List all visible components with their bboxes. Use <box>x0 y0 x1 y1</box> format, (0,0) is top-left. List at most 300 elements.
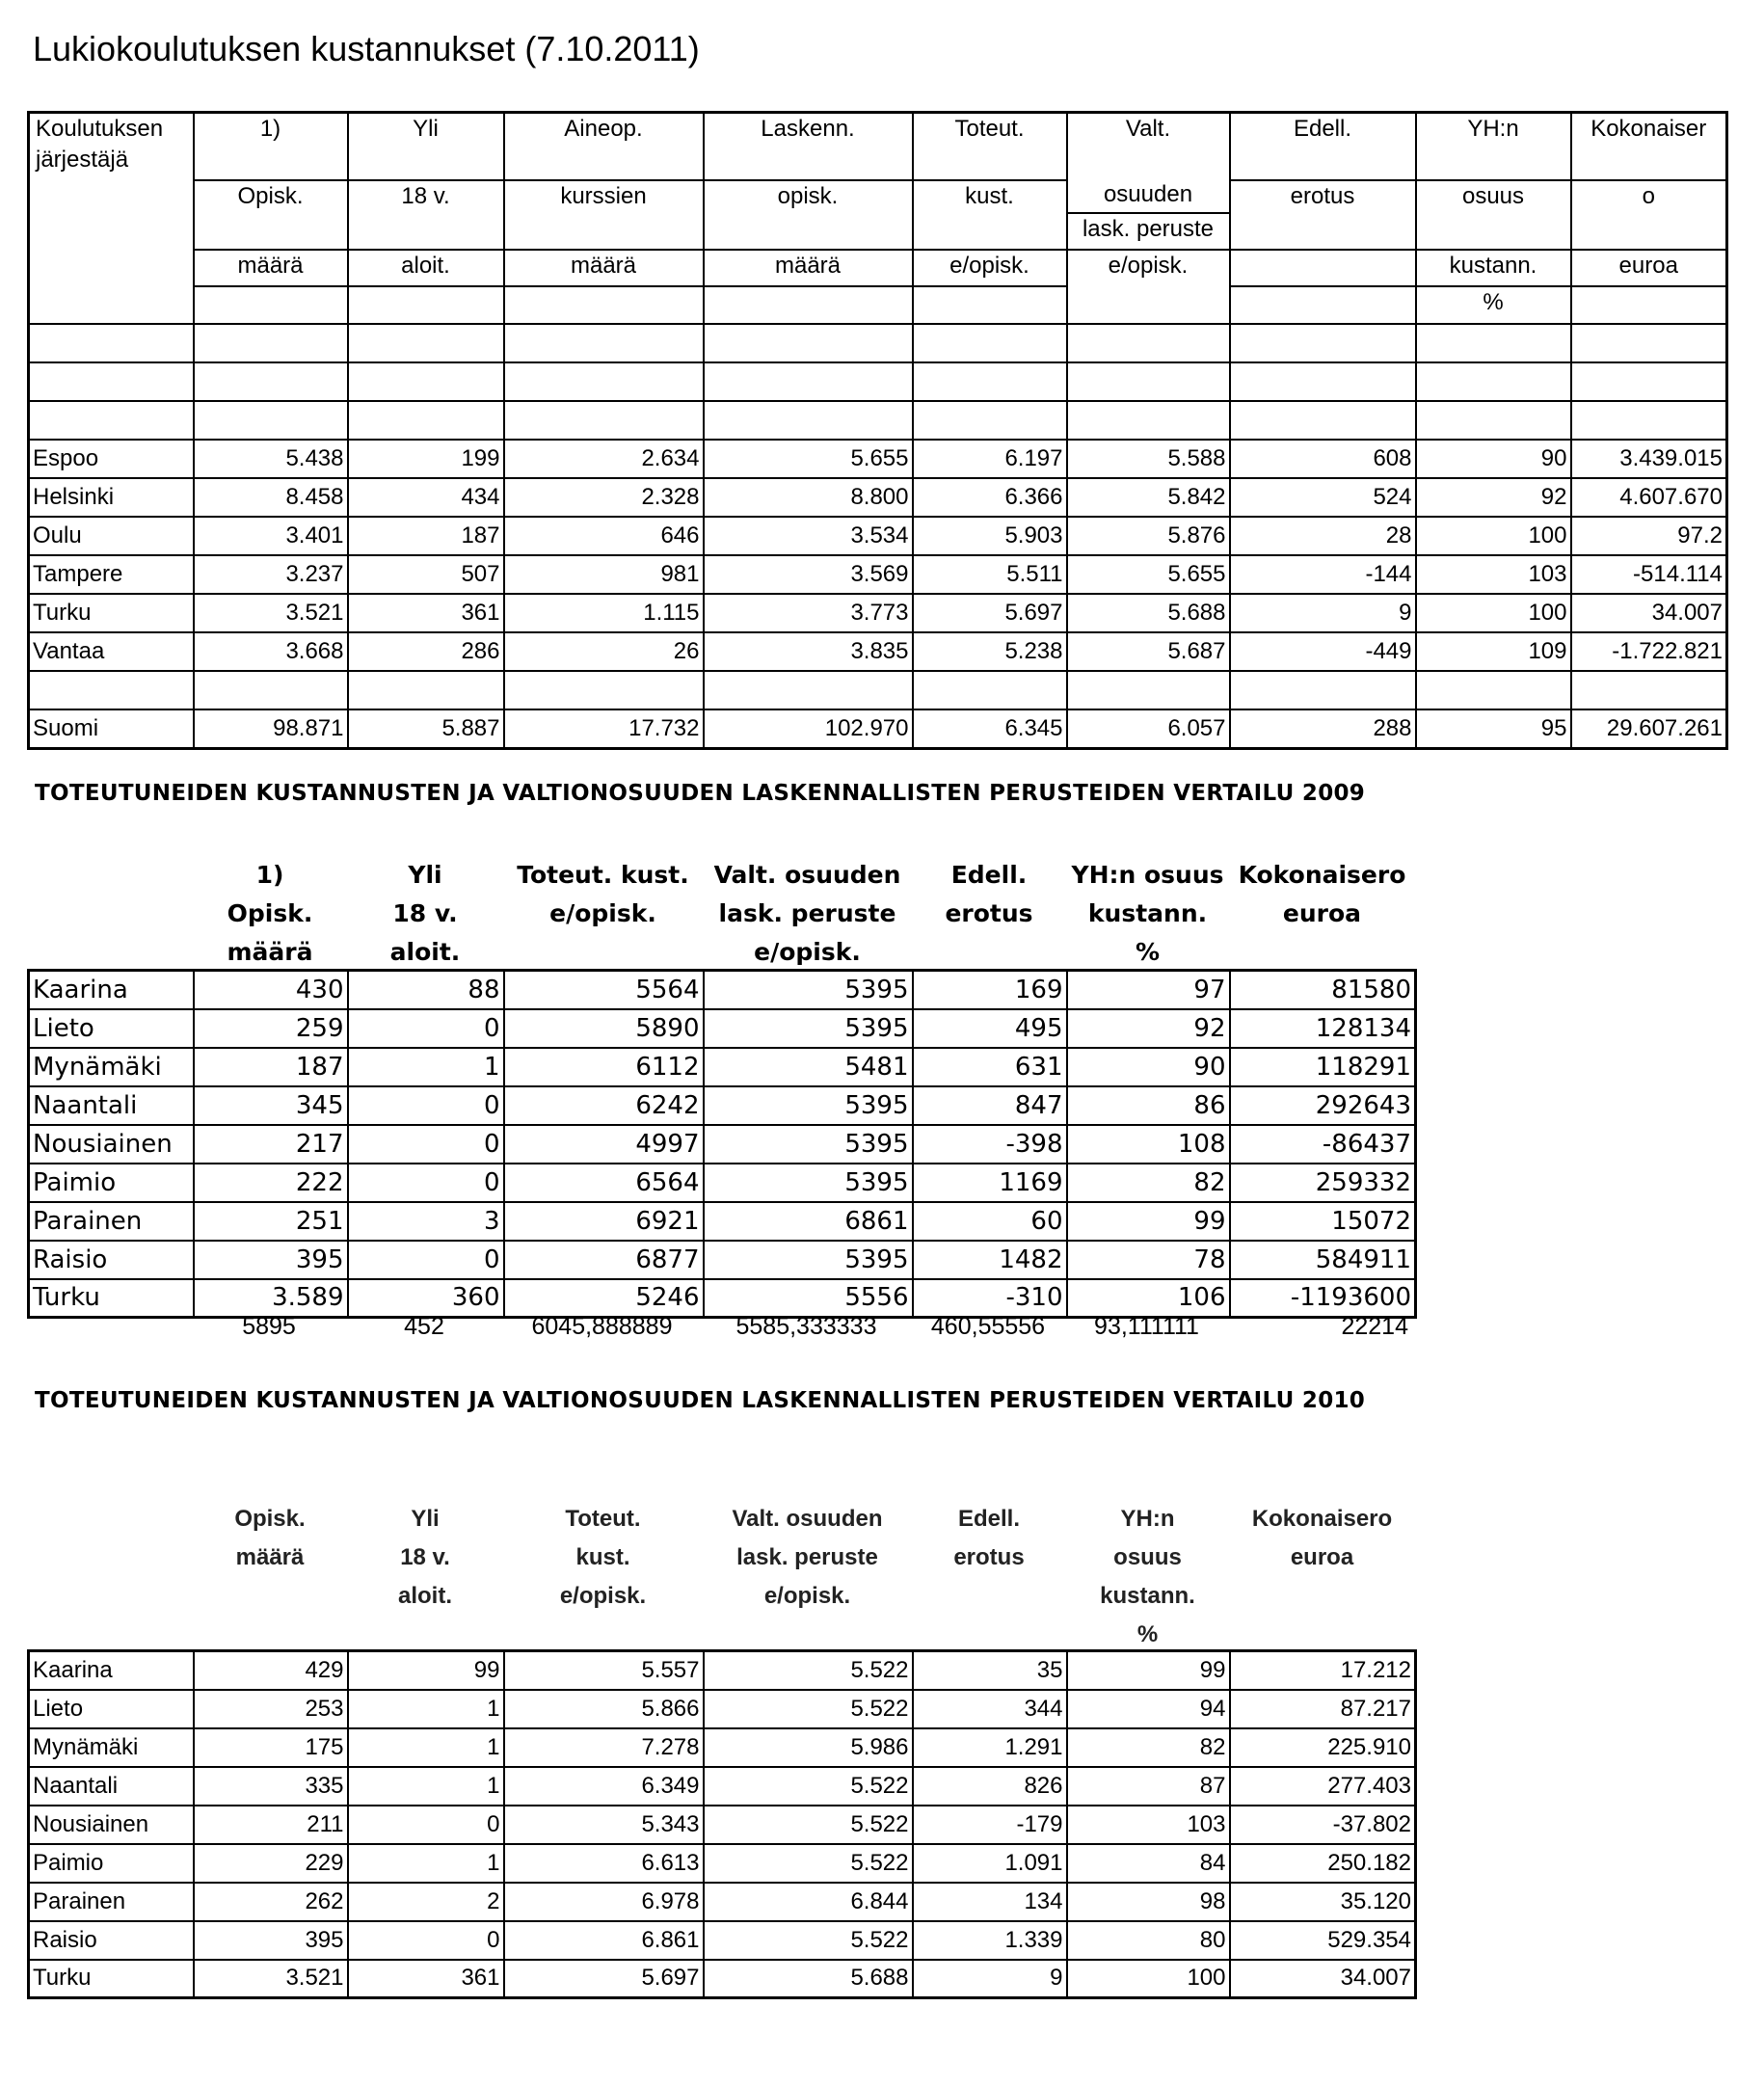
empty-cell <box>913 401 1067 440</box>
cell: 495 <box>913 1009 1067 1048</box>
cell: 95 <box>1416 709 1571 748</box>
header-cell <box>348 113 504 325</box>
cell: 88 <box>348 971 504 1009</box>
cell: 262 <box>194 1883 348 1921</box>
row-name: Parainen <box>29 1202 194 1241</box>
cell: 8.800 <box>704 478 913 517</box>
summary-value: 22214 <box>1341 1313 1408 1340</box>
cell: -1.722.821 <box>1571 632 1727 671</box>
header-line: määrä <box>505 249 703 285</box>
header-line: YH:n <box>1467 116 1519 142</box>
table-empty-row <box>29 362 1727 401</box>
header-column <box>1066 1500 1229 1654</box>
cell: 87.217 <box>1230 1690 1416 1728</box>
empty-cell <box>1067 671 1230 709</box>
empty-cell <box>504 671 704 709</box>
row-name: Lieto <box>29 1690 194 1728</box>
empty-cell <box>1571 401 1727 440</box>
cell: 26 <box>504 632 704 671</box>
header-line: Koulutuksen <box>36 116 164 142</box>
header-cell <box>504 113 704 325</box>
cell: 6.613 <box>504 1844 704 1883</box>
cell: 6.345 <box>913 709 1067 748</box>
cell: 524 <box>1230 478 1416 517</box>
cell: 361 <box>348 1960 504 1998</box>
empty-cell <box>348 401 504 440</box>
cell: 3.439.015 <box>1571 440 1727 478</box>
row-name: Nousiainen <box>29 1125 194 1164</box>
cost-table-2011 <box>27 111 1728 750</box>
row-name: Raisio <box>29 1921 194 1960</box>
cell: 429 <box>194 1651 348 1690</box>
cell: 17.212 <box>1230 1651 1416 1690</box>
cell: 78 <box>1067 1241 1230 1279</box>
empty-cell <box>1230 401 1416 440</box>
cell: 82 <box>1067 1164 1230 1202</box>
header-line <box>914 285 1066 323</box>
cell: 5246 <box>504 1279 704 1318</box>
empty-cell <box>913 324 1067 362</box>
cell: 187 <box>194 1048 348 1086</box>
cell: 128134 <box>1230 1009 1416 1048</box>
header-column <box>503 1500 703 1616</box>
empty-cell <box>704 324 913 362</box>
cell: 345 <box>194 1086 348 1125</box>
header-line: kust. <box>914 179 1066 249</box>
summary-value: 452 <box>404 1313 444 1340</box>
cell: 259 <box>194 1009 348 1048</box>
comparison-table-2010 <box>27 1649 1417 1999</box>
cell: 92 <box>1067 1009 1230 1048</box>
header-line: määrä <box>227 938 313 966</box>
empty-cell <box>504 324 704 362</box>
cell: 5.522 <box>704 1767 913 1806</box>
header-line: Toteut. <box>954 116 1025 142</box>
table-row <box>29 1806 1416 1844</box>
cell: 0 <box>348 1241 504 1279</box>
cell: 118291 <box>1230 1048 1416 1086</box>
cell: 1.291 <box>913 1728 1067 1767</box>
cell: 259332 <box>1230 1164 1416 1202</box>
header-line: Yli <box>408 861 442 889</box>
cell: 108 <box>1067 1125 1230 1164</box>
row-name: Mynämäki <box>29 1728 194 1767</box>
cell: 86 <box>1067 1086 1230 1125</box>
cell: 6112 <box>504 1048 704 1086</box>
table-row <box>29 478 1727 517</box>
row-name: Paimio <box>29 1844 194 1883</box>
cell: 981 <box>504 555 704 594</box>
cell: 4997 <box>504 1125 704 1164</box>
comparison-table-2009 <box>27 969 1417 1319</box>
cell: 92 <box>1416 478 1571 517</box>
header-line: Opisk. <box>195 179 347 249</box>
header-column <box>347 856 503 972</box>
header-column <box>703 856 912 972</box>
cell: -86437 <box>1230 1125 1416 1164</box>
cell: 5.511 <box>913 555 1067 594</box>
cell: 217 <box>194 1125 348 1164</box>
empty-cell <box>1571 671 1727 709</box>
cell: 5.588 <box>1067 440 1230 478</box>
table-row <box>29 1883 1416 1921</box>
comparison-table-2009-body <box>29 971 1416 1318</box>
header-column <box>193 856 347 972</box>
cell: 6242 <box>504 1086 704 1125</box>
empty-cell <box>1416 401 1571 440</box>
cell: 507 <box>348 555 504 594</box>
cell: 5395 <box>704 1164 913 1202</box>
cell: 253 <box>194 1690 348 1728</box>
header-cell <box>704 113 913 325</box>
table-empty-row <box>29 671 1727 709</box>
cell: 361 <box>348 594 504 632</box>
cell: 6564 <box>504 1164 704 1202</box>
cell: 106 <box>1067 1279 1230 1318</box>
cell: 3.773 <box>704 594 913 632</box>
empty-cell <box>913 362 1067 401</box>
header-column <box>912 1500 1066 1577</box>
cell: 29.607.261 <box>1571 709 1727 748</box>
row-name: Turku <box>29 1960 194 1998</box>
header-line: lask. peruste <box>1068 212 1229 249</box>
cell: 5.986 <box>704 1728 913 1767</box>
section-heading-2010: TOTEUTUNEIDEN KUSTANNUSTEN JA VALTIONOSUUDEN LASKENNALLISTEN PERUSTEIDEN VERTAILU 2010 <box>35 1388 1366 1413</box>
header-line: osuus <box>1417 179 1570 249</box>
header-line: Valt. osuuden <box>732 1506 883 1532</box>
cell: 1 <box>348 1728 504 1767</box>
cell: 98.871 <box>194 709 348 748</box>
cell: 286 <box>348 632 504 671</box>
cell: 3.521 <box>194 594 348 632</box>
cell: 5.438 <box>194 440 348 478</box>
empty-cell <box>704 362 913 401</box>
cell: 6.197 <box>913 440 1067 478</box>
cell: 103 <box>1416 555 1571 594</box>
cell: 826 <box>913 1767 1067 1806</box>
header-cell <box>1571 113 1727 325</box>
header-line: e/opisk. <box>549 899 656 927</box>
header-line: Opisk. <box>234 1506 306 1532</box>
cell: 98 <box>1067 1883 1230 1921</box>
header-line: Edell. <box>1293 116 1352 142</box>
header-line: e/opisk. <box>1068 249 1229 286</box>
header-line: kurssien <box>505 179 703 249</box>
header-line: 18 v. <box>392 899 458 927</box>
cell: 0 <box>348 1164 504 1202</box>
cell: 6.844 <box>704 1883 913 1921</box>
empty-cell <box>348 324 504 362</box>
empty-cell <box>1067 324 1230 362</box>
cell: 9 <box>1230 594 1416 632</box>
cell: 6.366 <box>913 478 1067 517</box>
row-name: Oulu <box>29 517 194 555</box>
cell: 94 <box>1067 1690 1230 1728</box>
header-line: 18 v. <box>400 1544 450 1570</box>
cell: 5.842 <box>1067 478 1230 517</box>
header-line: e/opisk. <box>754 938 861 966</box>
cell: 6921 <box>504 1202 704 1241</box>
cell: 430 <box>194 971 348 1009</box>
header-line: % <box>1417 285 1570 323</box>
header-cell <box>1067 113 1230 325</box>
empty-cell <box>1230 324 1416 362</box>
cell: 1 <box>348 1690 504 1728</box>
header-line: Yli <box>413 116 439 142</box>
cell: -398 <box>913 1125 1067 1164</box>
page-title: Lukiokoulutuksen kustannukset (7.10.2011) <box>33 29 700 68</box>
cell: 225.910 <box>1230 1728 1416 1767</box>
table-row <box>29 1086 1416 1125</box>
cell: 584911 <box>1230 1241 1416 1279</box>
header-column <box>193 1500 347 1577</box>
row-name: Parainen <box>29 1883 194 1921</box>
header-cell <box>913 113 1067 325</box>
cell: 5.903 <box>913 517 1067 555</box>
cell: 5.697 <box>504 1960 704 1998</box>
cell: 99 <box>348 1651 504 1690</box>
header-column <box>912 856 1066 933</box>
header-column <box>703 1500 912 1616</box>
cell: 5.866 <box>504 1690 704 1728</box>
cell: 100 <box>1416 517 1571 555</box>
cell: 87 <box>1067 1767 1230 1806</box>
cell: 80 <box>1067 1921 1230 1960</box>
header-line: kustann. <box>1100 1583 1195 1609</box>
header-cell-organizer <box>29 113 194 325</box>
table-total-row <box>29 709 1727 748</box>
cell: 5.876 <box>1067 517 1230 555</box>
cell: 3.521 <box>194 1960 348 1998</box>
summary-value: 460,55556 <box>930 1313 1046 1340</box>
header-line: Kokonaisero <box>1238 861 1406 889</box>
empty-cell <box>504 362 704 401</box>
cell: 5890 <box>504 1009 704 1048</box>
cell: 5.522 <box>704 1921 913 1960</box>
table-row <box>29 1009 1416 1048</box>
cell: 6.349 <box>504 1767 704 1806</box>
cell: 100 <box>1067 1960 1230 1998</box>
cell: -449 <box>1230 632 1416 671</box>
cell: 5395 <box>704 1086 913 1125</box>
cell: 82 <box>1067 1728 1230 1767</box>
empty-cell <box>704 401 913 440</box>
row-name: Espoo <box>29 440 194 478</box>
cell: 847 <box>913 1086 1067 1125</box>
cell: 100 <box>1416 594 1571 632</box>
header-line: e/opisk. <box>559 1583 647 1609</box>
header-line: 1) <box>255 861 284 889</box>
cell: 175 <box>194 1728 348 1767</box>
cell: 35 <box>913 1651 1067 1690</box>
cell: 199 <box>348 440 504 478</box>
cell: 90 <box>1416 440 1571 478</box>
header-line: YH:n <box>1120 1506 1175 1532</box>
cell: 3.401 <box>194 517 348 555</box>
cell: 335 <box>194 1767 348 1806</box>
empty-cell <box>29 401 194 440</box>
cell: 0 <box>348 1125 504 1164</box>
cell: 15072 <box>1230 1202 1416 1241</box>
row-name: Raisio <box>29 1241 194 1279</box>
cell: 134 <box>913 1883 1067 1921</box>
header-cell <box>1416 113 1571 325</box>
empty-cell <box>29 324 194 362</box>
cell: 3.668 <box>194 632 348 671</box>
cell: 277.403 <box>1230 1767 1416 1806</box>
summary-value: 93,111111 <box>1094 1313 1199 1340</box>
cell: 5.688 <box>704 1960 913 1998</box>
cell: 1 <box>348 1844 504 1883</box>
cell: 5.688 <box>1067 594 1230 632</box>
cell: 2 <box>348 1883 504 1921</box>
table-row <box>29 1202 1416 1241</box>
header-line: o <box>1572 179 1726 249</box>
cell: 0 <box>348 1921 504 1960</box>
cell: 395 <box>194 1921 348 1960</box>
header-line: Yli <box>411 1506 440 1532</box>
cell: 2.328 <box>504 478 704 517</box>
cell: 5564 <box>504 971 704 1009</box>
empty-cell <box>1230 671 1416 709</box>
header-line: Opisk. <box>227 899 313 927</box>
table-row <box>29 971 1416 1009</box>
cell: 1 <box>348 1048 504 1086</box>
header-line: osuuden <box>1103 181 1193 207</box>
header-line: lask. peruste <box>736 1544 878 1570</box>
summary-value: 6045,888889 <box>531 1313 673 1340</box>
table-row <box>29 1844 1416 1883</box>
header-line: euroa <box>1290 1544 1354 1570</box>
cell: 4.607.670 <box>1571 478 1727 517</box>
cell: 5.522 <box>704 1806 913 1844</box>
empty-cell <box>29 671 194 709</box>
header-line <box>1231 249 1415 285</box>
row-name: Tampere <box>29 555 194 594</box>
row-name: Kaarina <box>29 1651 194 1690</box>
cell: 102.970 <box>704 709 913 748</box>
table-row <box>29 1125 1416 1164</box>
empty-cell <box>1230 362 1416 401</box>
cell: 529.354 <box>1230 1921 1416 1960</box>
cell: 5.557 <box>504 1651 704 1690</box>
cell: 34.007 <box>1571 594 1727 632</box>
cell: -179 <box>913 1806 1067 1844</box>
cell: 97 <box>1067 971 1230 1009</box>
cell: 6.057 <box>1067 709 1230 748</box>
cell: 250.182 <box>1230 1844 1416 1883</box>
cell: 9 <box>913 1960 1067 1998</box>
cell: 229 <box>194 1844 348 1883</box>
table-row <box>29 517 1727 555</box>
cell: -514.114 <box>1571 555 1727 594</box>
comparison-table-2010-body <box>29 1651 1416 1998</box>
cell: 6.861 <box>504 1921 704 1960</box>
cell: 7.278 <box>504 1728 704 1767</box>
header-line: järjestäjä <box>36 147 129 173</box>
row-name: Kaarina <box>29 971 194 1009</box>
header-line <box>505 285 703 323</box>
header-line: Toteut. <box>565 1506 641 1532</box>
table-header-row <box>29 113 1727 325</box>
cell: 344 <box>913 1690 1067 1728</box>
cell: 434 <box>348 478 504 517</box>
cell: 99 <box>1067 1651 1230 1690</box>
header-line: e/opisk. <box>763 1583 851 1609</box>
row-name: Paimio <box>29 1164 194 1202</box>
table-row <box>29 594 1727 632</box>
header-line: kust. <box>575 1544 630 1570</box>
cell: 6861 <box>704 1202 913 1241</box>
cell: 360 <box>348 1279 504 1318</box>
header-column <box>347 1500 503 1616</box>
row-name: Naantali <box>29 1767 194 1806</box>
cell: 631 <box>913 1048 1067 1086</box>
row-name: Mynämäki <box>29 1048 194 1086</box>
header-line: aloit. <box>397 1583 452 1609</box>
table-row <box>29 1728 1416 1767</box>
cell: 81580 <box>1230 971 1416 1009</box>
cell: 5.522 <box>704 1651 913 1690</box>
header-line: YH:n osuus <box>1071 861 1224 889</box>
empty-cell <box>1416 671 1571 709</box>
cell: 97.2 <box>1571 517 1727 555</box>
header-line: osuus <box>1113 1544 1182 1570</box>
cell: 5481 <box>704 1048 913 1086</box>
cell: -144 <box>1230 555 1416 594</box>
cell: 292643 <box>1230 1086 1416 1125</box>
table-row <box>29 1651 1416 1690</box>
table-empty-row <box>29 324 1727 362</box>
cell: 5.687 <box>1067 632 1230 671</box>
header-line: euroa <box>1282 899 1362 927</box>
cell: 1169 <box>913 1164 1067 1202</box>
cell: 5.522 <box>704 1690 913 1728</box>
header-line <box>349 285 503 323</box>
empty-cell <box>504 401 704 440</box>
cell: 5556 <box>704 1279 913 1318</box>
cell: 288 <box>1230 709 1416 748</box>
header-line: e/opisk. <box>914 249 1066 285</box>
header-line: Valt. osuuden <box>713 861 901 889</box>
cell: -310 <box>913 1279 1067 1318</box>
cell: 5.522 <box>704 1844 913 1883</box>
header-line <box>195 285 347 323</box>
cell: 3 <box>348 1202 504 1241</box>
row-name: Turku <box>29 1279 194 1318</box>
cell: 99 <box>1067 1202 1230 1241</box>
cell: 395 <box>194 1241 348 1279</box>
header-line: aloit. <box>349 249 503 285</box>
cell: 2.634 <box>504 440 704 478</box>
section-heading-2009: TOTEUTUNEIDEN KUSTANNUSTEN JA VALTIONOSUUDEN LASKENNALLISTEN PERUSTEIDEN VERTAILU 2009 <box>35 781 1366 806</box>
header-line: Aineop. <box>564 116 643 142</box>
header-line: Laskenn. <box>761 116 855 142</box>
cell: 6.978 <box>504 1883 704 1921</box>
header-line: 18 v. <box>349 179 503 249</box>
empty-cell <box>348 671 504 709</box>
cell: 211 <box>194 1806 348 1844</box>
cell: 5.697 <box>913 594 1067 632</box>
empty-cell <box>194 362 348 401</box>
header-line: Valt. <box>1125 116 1171 142</box>
table-row <box>29 1960 1416 1998</box>
empty-cell <box>194 401 348 440</box>
header-line: Toteut. kust. <box>517 861 689 889</box>
table-row <box>29 632 1727 671</box>
cell: 5395 <box>704 1125 913 1164</box>
table-row <box>29 1767 1416 1806</box>
